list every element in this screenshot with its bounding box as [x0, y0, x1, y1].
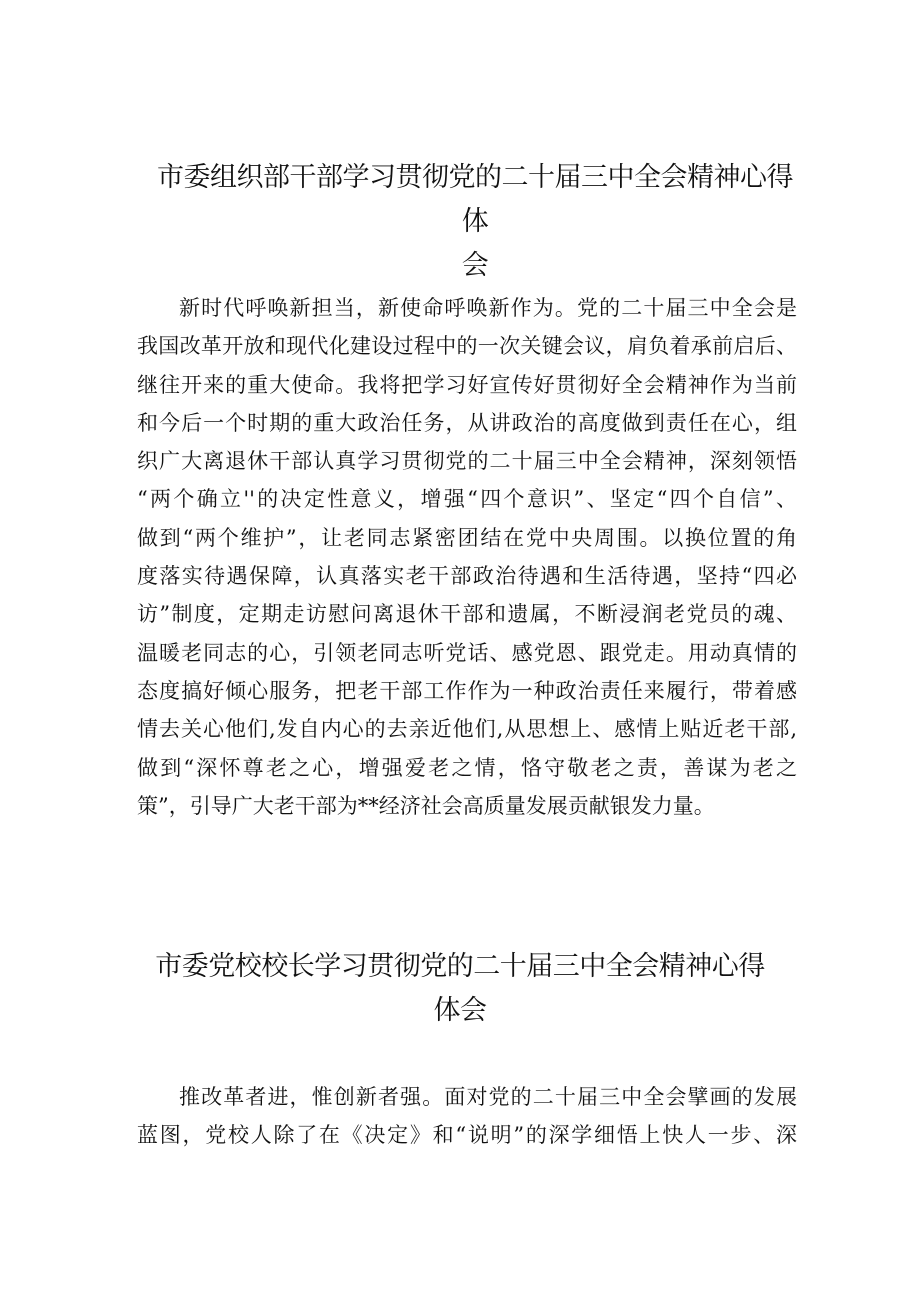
paragraph-line: 策”，引导广大老干部为**经济社会高质量发展贡献银发力量。 — [137, 793, 715, 818]
paragraph-line: 情去关心他们,发自内心的去亲近他们,从思想上、感情上贴近老干部, — [137, 717, 797, 742]
paragraph-line: 织广大离退休干部认真学习贯彻党的二十届三中全会精神，深刻领悟 — [137, 449, 797, 474]
paragraph-line: 新时代呼唤新担当，新使命呼唤新作为。党的二十届三中全会是 — [179, 296, 797, 320]
paragraph-line: 和今后一个时期的重大政治任务，从讲政治的高度做到责任在心，组 — [137, 410, 797, 435]
section-2-title-line: 市委党校校长学习贯彻党的二十届三中全会精神心得 — [155, 951, 765, 982]
section-1-title-line: 会 — [461, 250, 489, 281]
section-2-title-line: 体会 — [433, 995, 487, 1026]
section-1-title-line: 市委组织部干部学习贯彻党的二十届三中全会精神心得体 — [157, 162, 793, 237]
paragraph-line: 做到“两个维护”，让老同志紧密团结在党中央周围。以换位置的角 — [137, 525, 797, 550]
paragraph-line: 做到“深怀尊老之心，增强爱老之情，恪守敬老之责，善谋为老之 — [137, 755, 797, 780]
paragraph-line: 我国改革开放和现代化建设过程中的一次关键会议，肩负着承前启后、 — [137, 334, 797, 359]
paragraph-line: 访”制度，定期走访慰问离退休干部和遗属，不断浸润老党员的魂、 — [137, 602, 797, 627]
section-2-title — [150, 945, 770, 1033]
paragraph-line: “两个确立''的决定性意义，增强“四个意识”、坚定“四个自信”、 — [137, 487, 797, 512]
paragraph-line: 温暖老同志的心，引领老同志听党话、感党恩、跟党走。用动真情的 — [137, 640, 797, 665]
paragraph-line: 继往开来的重大使命。我将把学习好宣传好贯彻好全会精神作为当前 — [137, 372, 797, 397]
paragraph-line: 态度搞好倾心服务，把老干部工作作为一种政治责任来履行，带着感 — [137, 678, 797, 703]
section-1-paragraph — [137, 289, 797, 825]
paragraph-line: 推改革者进，惟创新者强。面对党的二十届三中全会擘画的发展 — [179, 1085, 797, 1109]
section-2-paragraph — [137, 1078, 797, 1155]
paragraph-line: 度落实待遇保障，认真落实老干部政治待遇和生活待遇，坚持“四必 — [137, 564, 797, 589]
section-1-title — [150, 156, 800, 288]
paragraph-line: 蓝图，党校人除了在《决定》和“说明”的深学细悟上快人一步、深 — [137, 1123, 797, 1148]
